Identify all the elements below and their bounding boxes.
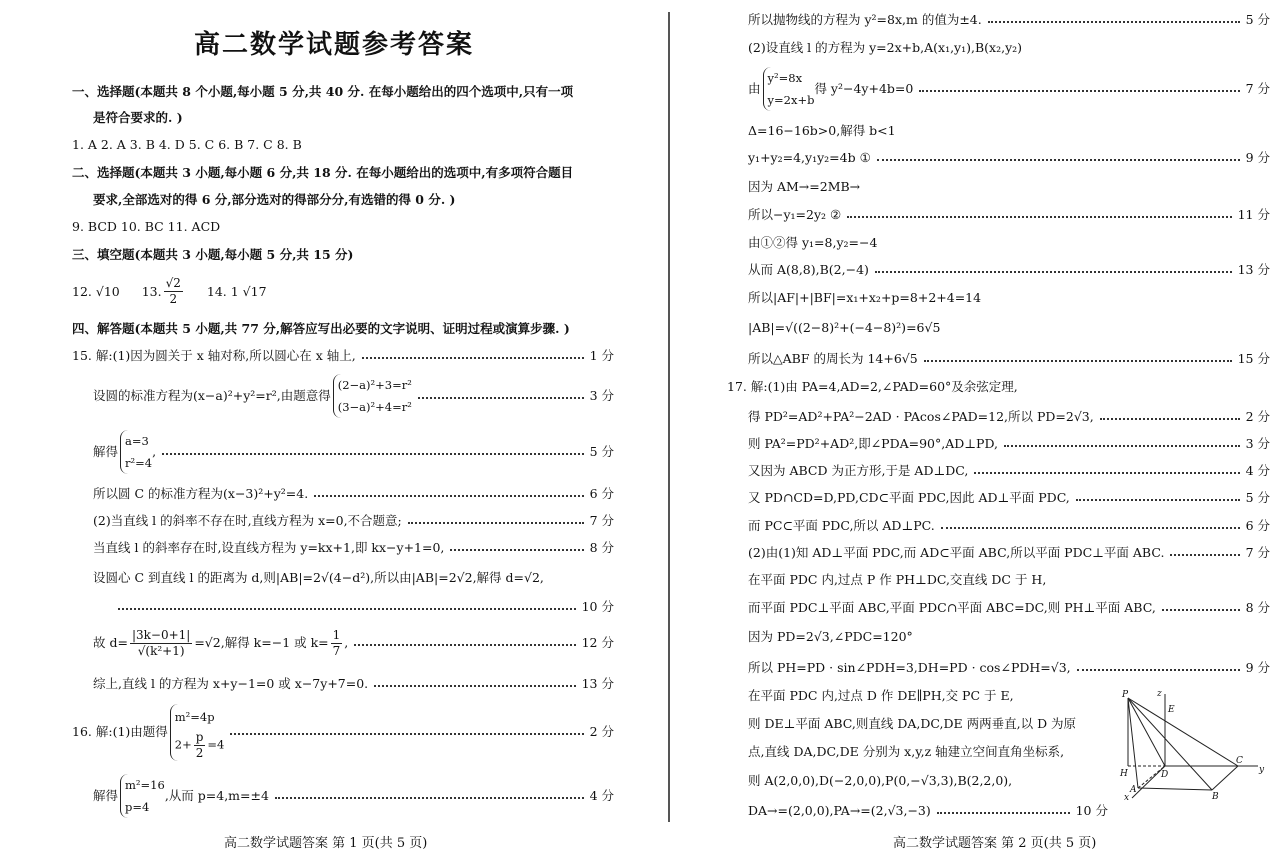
line-pc	[1128, 698, 1238, 766]
equation	[175, 730, 225, 761]
score: 8 分	[1245, 600, 1270, 615]
p2-line-1	[748, 12, 1270, 28]
p2-line-12	[748, 351, 1270, 367]
score: 10 分	[1075, 803, 1108, 818]
q15-line-1	[72, 348, 614, 364]
line-text: ,	[344, 635, 349, 650]
p2-line-8: 由①②得 y₁=8,y₂=−4	[748, 235, 878, 250]
equation-system	[763, 67, 815, 111]
score: 5 分	[1245, 12, 1270, 27]
q15-line-2	[93, 374, 614, 418]
q17-line-12: 在平面 PDC 内,过点 D 作 DE∥PH,交 PC 于 E,	[748, 688, 1014, 703]
section-1-heading-cont: 是符合要求的. )	[93, 110, 183, 125]
leader-dots	[354, 636, 575, 646]
leader-dots	[1076, 491, 1240, 501]
score: 4 分	[589, 788, 614, 803]
equation: p=4	[125, 800, 150, 814]
k-fraction	[331, 628, 343, 659]
q16-line-1	[72, 703, 614, 761]
label-c: C	[1236, 756, 1243, 766]
q17-line-7	[748, 545, 1270, 561]
leader-dots	[450, 541, 583, 551]
line-text: 由	[748, 81, 761, 96]
page-1-footer: 高二数学试题答案 第 1 页(共 5 页)	[224, 836, 428, 851]
leader-dots	[1170, 546, 1239, 556]
label-p: P	[1122, 690, 1129, 700]
equation-system	[120, 774, 165, 818]
q15-line-9	[93, 624, 614, 662]
line-text: 所以 PH=PD · sin∠PDH=3,DH=PD · cos∠PDH=√3,	[748, 660, 1071, 675]
q17-line-13: 则 DE⊥平面 ABC,则直线 DA,DC,DE 两两垂直,以 D 为原	[748, 716, 1077, 731]
leader-dots	[374, 677, 575, 687]
equation: (3−a)²+4=r²	[337, 400, 412, 414]
equation-part: =4	[207, 737, 225, 751]
label-y: y	[1259, 765, 1265, 775]
p2-line-7	[748, 207, 1270, 223]
line-text: 而平面 PDC⊥平面 ABC,平面 PDC∩平面 ABC=DC,则 PH⊥平面 ABC,	[748, 600, 1156, 615]
line-text: 当直线 l 的斜率存在时,设直线方程为 y=kx+1,即 kx−y+1=0,	[93, 540, 445, 555]
equation-system	[170, 704, 225, 761]
fraction-numerator: |3k−0+1|	[131, 627, 191, 642]
section-1-heading: 一、选择题(本题共 8 个小题,每小题 5 分,共 40 分. 在每小题给出的四个选项中,只有一项	[72, 84, 574, 99]
p2-line-6: 因为 AM→=2MB→	[748, 179, 861, 194]
q15-line-10	[93, 676, 614, 692]
leader-dots	[1162, 601, 1240, 611]
p2-line-5	[748, 150, 1270, 166]
line-ab	[1138, 788, 1212, 790]
distance-fraction	[130, 628, 192, 659]
score: 7 分	[589, 513, 614, 528]
label-z: z	[1157, 689, 1162, 699]
score: 5 分	[1245, 490, 1270, 505]
line-text: 则 PA²=PD²+AD²,即∠PDA=90°,AD⊥PD,	[748, 436, 999, 451]
section-3-answers	[72, 276, 267, 307]
score: 2 分	[1245, 409, 1270, 424]
document-title: 高二数学试题参考答案	[193, 30, 474, 60]
score: 10 分	[581, 599, 614, 614]
q17-line-5	[748, 490, 1270, 506]
score: 13 分	[581, 676, 614, 691]
leader-dots	[1100, 410, 1240, 420]
page-2-footer: 高二数学试题答案 第 2 页(共 5 页)	[893, 836, 1097, 851]
line-text: 得 y²−4y+4b=0	[814, 81, 914, 96]
leader-dots	[362, 349, 584, 359]
page-divider	[668, 12, 670, 822]
answer-13-fraction	[164, 276, 183, 307]
label-x: x	[1124, 793, 1130, 800]
p2-line-9	[748, 262, 1270, 278]
equation: m²=4p	[174, 709, 215, 724]
fraction-numerator: p	[195, 729, 204, 744]
score: 15 分	[1237, 351, 1270, 366]
q17-line-9	[748, 600, 1270, 616]
leader-dots	[877, 151, 1240, 161]
score: 12 分	[581, 635, 614, 650]
fraction-denominator: 7	[332, 643, 341, 658]
q15-line-7: 设圆心 C 到直线 l 的距离为 d,则|AB|=2√(4−d²),所以由|AB|=2√2,解得 d=√2,	[93, 570, 544, 585]
q15-line-6	[93, 540, 614, 556]
line-text: (2)由(1)知 AD⊥平面 PDC,而 AD⊂平面 ABC,所以平面 PDC⊥平面 ABC.	[748, 545, 1165, 560]
q17-line-10: 因为 PD=2√3,∠PDC=120°	[748, 629, 913, 644]
line-text: 所以抛物线的方程为 y²=8x,m 的值为±4.	[748, 12, 982, 27]
section-2-heading: 二、选择题(本题共 3 小题,每小题 6 分,共 18 分. 在每小题给出的选项中,有多项符合题目	[72, 165, 574, 180]
line-text: 又因为 ABCD 为正方形,于是 AD⊥DC,	[748, 463, 969, 478]
section-4-heading: 四、解答题(本题共 5 小题,共 77 分,解答应写出必要的文字说明、证明过程或演算步骤. )	[72, 321, 570, 336]
q17-line-2	[748, 409, 1270, 425]
answer-13-label: 13.	[141, 283, 162, 299]
p2-line-2: (2)设直线 l 的方程为 y=2x+b,A(x₁,y₁),B(x₂,y₂)	[748, 40, 1023, 55]
score: 3 分	[1245, 436, 1270, 451]
line-text: 又 PD∩CD=D,PD,CD⊂平面 PDC,因此 AD⊥平面 PDC,	[748, 490, 1070, 505]
q17-line-8: 在平面 PDC 内,过点 P 作 PH⊥DC,交直线 DC 于 H,	[748, 572, 1047, 587]
line-bc	[1212, 766, 1238, 790]
q16-line-2	[93, 774, 614, 818]
score: 11 分	[1237, 207, 1270, 222]
equation: r²=4	[125, 456, 153, 470]
line-text: ,从而 p=4,m=±4	[164, 788, 269, 803]
fraction-denominator: 2	[169, 292, 178, 306]
q17-line-14: 点,直线 DA,DC,DE 分别为 x,y,z 轴建立空间直角坐标系,	[748, 744, 1065, 759]
line-text: 解得	[93, 788, 119, 803]
q17-line-1: 17. 解:(1)由 PA=4,AD=2,∠PAD=60°及余弦定理,	[727, 379, 1018, 394]
q15-line-3: 解得 a=3 r²=4 , 5 分	[93, 430, 614, 474]
line-pa	[1128, 698, 1138, 788]
label-e: E	[1168, 705, 1175, 715]
score: 1 分	[589, 348, 614, 363]
line-text: 解得	[93, 444, 119, 459]
q17-line-6	[748, 518, 1270, 534]
equation-part: 2+	[174, 737, 192, 751]
line-text: 故 d=	[93, 635, 128, 650]
section-2-heading-cont: 要求,全部选对的得 6 分,部分选对的得部分分,有选错的得 0 分. )	[93, 192, 456, 207]
leader-dots	[847, 208, 1231, 218]
line-text: 设圆的标准方程为(x−a)²+y²=r²,由题意得	[93, 388, 331, 403]
q17-line-11	[748, 660, 1270, 676]
equation: y=2x+b	[767, 93, 815, 107]
score: 7 分	[1245, 545, 1270, 560]
q17-line-15: 则 A(2,0,0),D(−2,0,0),P(0,−√3,3),B(2,2,0),	[748, 773, 1013, 788]
equation: a=3	[125, 434, 149, 448]
line-text: 从而 A(8,8),B(2,−4)	[748, 262, 869, 277]
line-text: 所以圆 C 的标准方程为(x−3)²+y²=4.	[93, 486, 309, 501]
leader-dots	[974, 464, 1239, 474]
leader-dots	[1004, 437, 1240, 447]
answer-14: 14. 1 √17	[206, 283, 267, 299]
fraction-numerator: 1	[332, 627, 341, 642]
p-fraction	[194, 730, 206, 761]
score: 9 分	[1245, 150, 1270, 165]
leader-dots	[162, 445, 584, 455]
score: 9 分	[1245, 660, 1270, 675]
line-text: DA→=(2,0,0),PA→=(2,√3,−3)	[748, 803, 931, 818]
score: 3 分	[589, 388, 614, 403]
p2-line-10: 所以|AF|+|BF|=x₁+x₂+p=8+2+4=14	[748, 290, 982, 305]
line-text: 所以△ABF 的周长为 14+6√5	[748, 351, 918, 366]
answer-12: 12. √10	[72, 283, 120, 299]
label-b: B	[1212, 792, 1219, 800]
leader-dots	[230, 725, 583, 735]
equation-system	[333, 374, 412, 418]
section-3-heading: 三、填空题(本题共 3 小题,每小题 5 分,共 15 分)	[72, 247, 354, 262]
label-h: H	[1120, 769, 1128, 779]
line-text: y₁+y₂=4,y₁y₂=4b ①	[748, 150, 871, 165]
leader-dots	[924, 352, 1232, 362]
leader-dots	[988, 13, 1240, 23]
line-text: 16. 解:(1)由题得	[72, 724, 168, 739]
leader-dots	[919, 82, 1239, 92]
leader-dots	[941, 519, 1240, 529]
line-text: 而 PC⊂平面 PDC,所以 AD⊥PC.	[748, 518, 935, 533]
leader-dots	[314, 487, 583, 497]
line-text: 所以−y₁=2y₂ ②	[748, 207, 842, 222]
fraction-denominator: 2	[195, 745, 204, 760]
equation: y²=8x	[767, 71, 803, 85]
leader-dots	[408, 514, 584, 524]
leader-dots	[275, 789, 584, 799]
leader-dots	[418, 389, 584, 399]
score: 4 分	[1245, 463, 1270, 478]
leader-dots	[118, 600, 576, 610]
leader-dots	[1077, 661, 1240, 671]
line-text: =√2,解得 k=−1 或 k=	[194, 635, 329, 650]
equation-system	[120, 430, 152, 474]
equation: m²=16	[125, 778, 165, 792]
score: 7 分	[1245, 81, 1270, 96]
p2-line-11: |AB|=√((2−8)²+(−4−8)²)=6√5	[748, 320, 941, 335]
leader-dots	[937, 804, 1070, 814]
score: 6 分	[589, 486, 614, 501]
p2-line-4: Δ=16−16b>0,解得 b<1	[748, 123, 896, 138]
score: 6 分	[1245, 518, 1270, 533]
line-text: (2)当直线 l 的斜率不存在时,直线方程为 x=0,不合题意;	[93, 513, 402, 528]
fraction-denominator: √(k²+1)	[137, 643, 185, 658]
q17-line-4	[748, 463, 1270, 479]
label-d: D	[1161, 770, 1169, 780]
q15-line-5	[93, 513, 614, 529]
section-1-answers: 1. A 2. A 3. B 4. D 5. C 6. B 7. C 8. B	[72, 137, 302, 152]
q17-line-3	[748, 436, 1270, 452]
line-text: 15. 解:(1)因为圆关于 x 轴对称,所以圆心在 x 轴上,	[72, 348, 356, 363]
line-text: 综上,直线 l 的方程为 x+y−1=0 或 x−7y+7=0.	[93, 676, 369, 691]
p2-line-3	[748, 66, 1270, 112]
score: 8 分	[589, 540, 614, 555]
score: 5 分	[589, 444, 614, 459]
label-a: A	[1130, 785, 1137, 795]
fraction-numerator: √2	[165, 276, 181, 290]
leader-dots	[875, 263, 1232, 273]
score: 13 分	[1237, 262, 1270, 277]
geometry-figure	[1110, 688, 1275, 800]
q15-line-8	[112, 599, 614, 615]
q17-line-16	[748, 803, 1108, 819]
score: 2 分	[589, 724, 614, 739]
equation: (2−a)²+3=r²	[337, 378, 412, 392]
q15-line-4	[93, 486, 614, 502]
section-2-answers: 9. BCD 10. BC 11. ACD	[72, 219, 221, 234]
line-text: 得 PD²=AD²+PA²−2AD · PAcos∠PAD=12,所以 PD=2√3,	[748, 409, 1094, 424]
